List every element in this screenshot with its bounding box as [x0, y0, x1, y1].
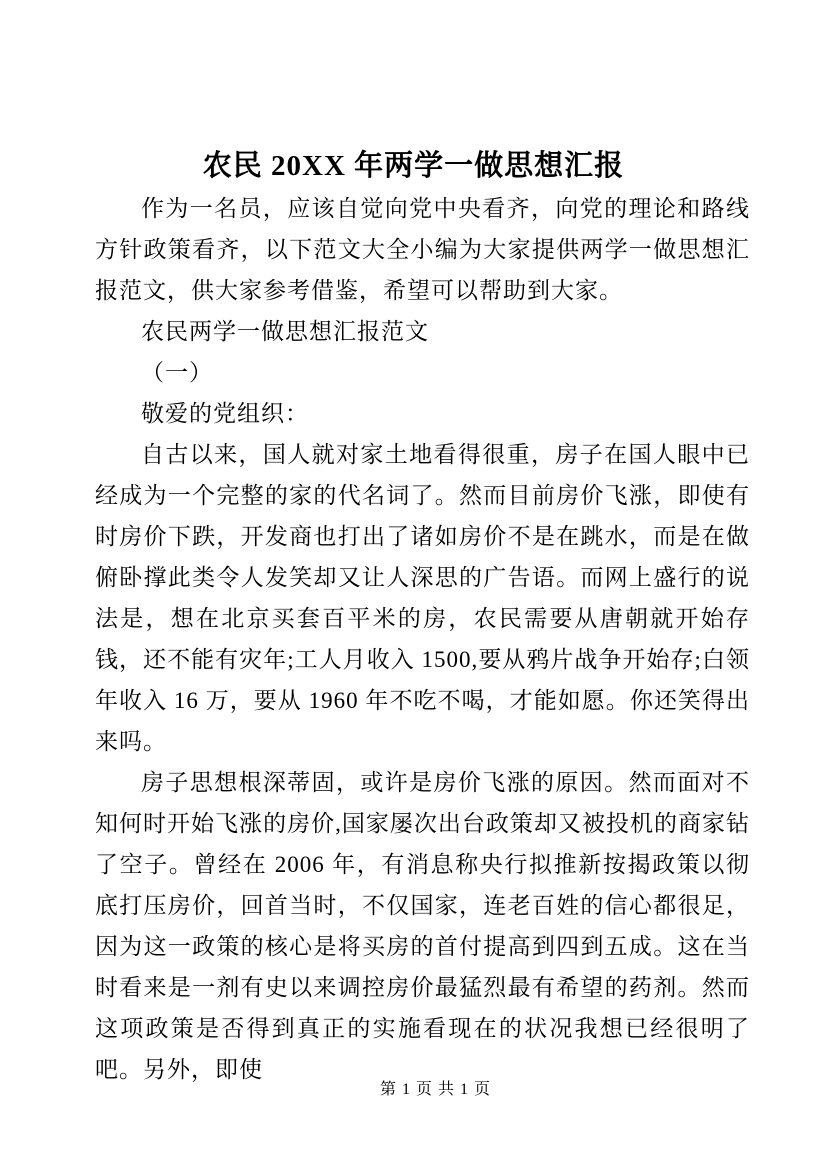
- paragraph-subtitle: 农民两学一做思想汇报范文: [141, 319, 429, 344]
- paragraph-salutation: 敬爱的党组织：: [141, 401, 309, 426]
- document-body: [0, 186, 827, 1090]
- paragraph-section-number: （一）: [141, 360, 213, 385]
- page-number-footer: 第 1 页 共 1 页: [379, 1081, 491, 1098]
- paragraph-body-2: 房子思想根深蒂固，或许是房价飞涨的原因。然而面对不知何时开始飞涨的房价,国家屡次出台政策却又被投机的商家钻了空子。曾经在 2006 年，有消息称央行拟推新按揭政策以彻底打压房价，回首当时，不仅国家，连老百姓的信心都很足，因为这一政策的核心是将买房的首付提高到四到五成。这在当时看来是一剂有史以来调控房价最猛烈最有希望的药剂。然而这项政策是否得到真正的实施看现在的状况我想已经很明了吧。另外，即使: [95, 770, 750, 1082]
- document-title: 农民 20XX 年两学一做思想汇报: [202, 150, 625, 182]
- paragraph-intro: 作为一名员，应该自觉向党中央看齐，向党的理论和路线方针政策看齐，以下范文大全小编为大家提供两学一做思想汇报范文，供大家参考借鉴，希望可以帮助到大家。: [95, 196, 750, 303]
- paragraph-body-1: 自古以来，国人就对家土地看得很重，房子在国人眼中已经成为一个完整的家的代名词了。然而目前房价飞涨，即使有时房价下跌，开发商也打出了诸如房价不是在跳水，而是在做俯卧撑此类令人发笑却又让人深思的广告语。而网上盛行的说法是，想在北京买套百平米的房，农民需要从唐朝就开始存钱，还不能有灾年;工人月收入 1500,要从鸦片战争开始存;白领年收入 16 万，要从 1960 年不吃不喝，才能如愿。你还笑得出来吗。: [95, 442, 750, 754]
